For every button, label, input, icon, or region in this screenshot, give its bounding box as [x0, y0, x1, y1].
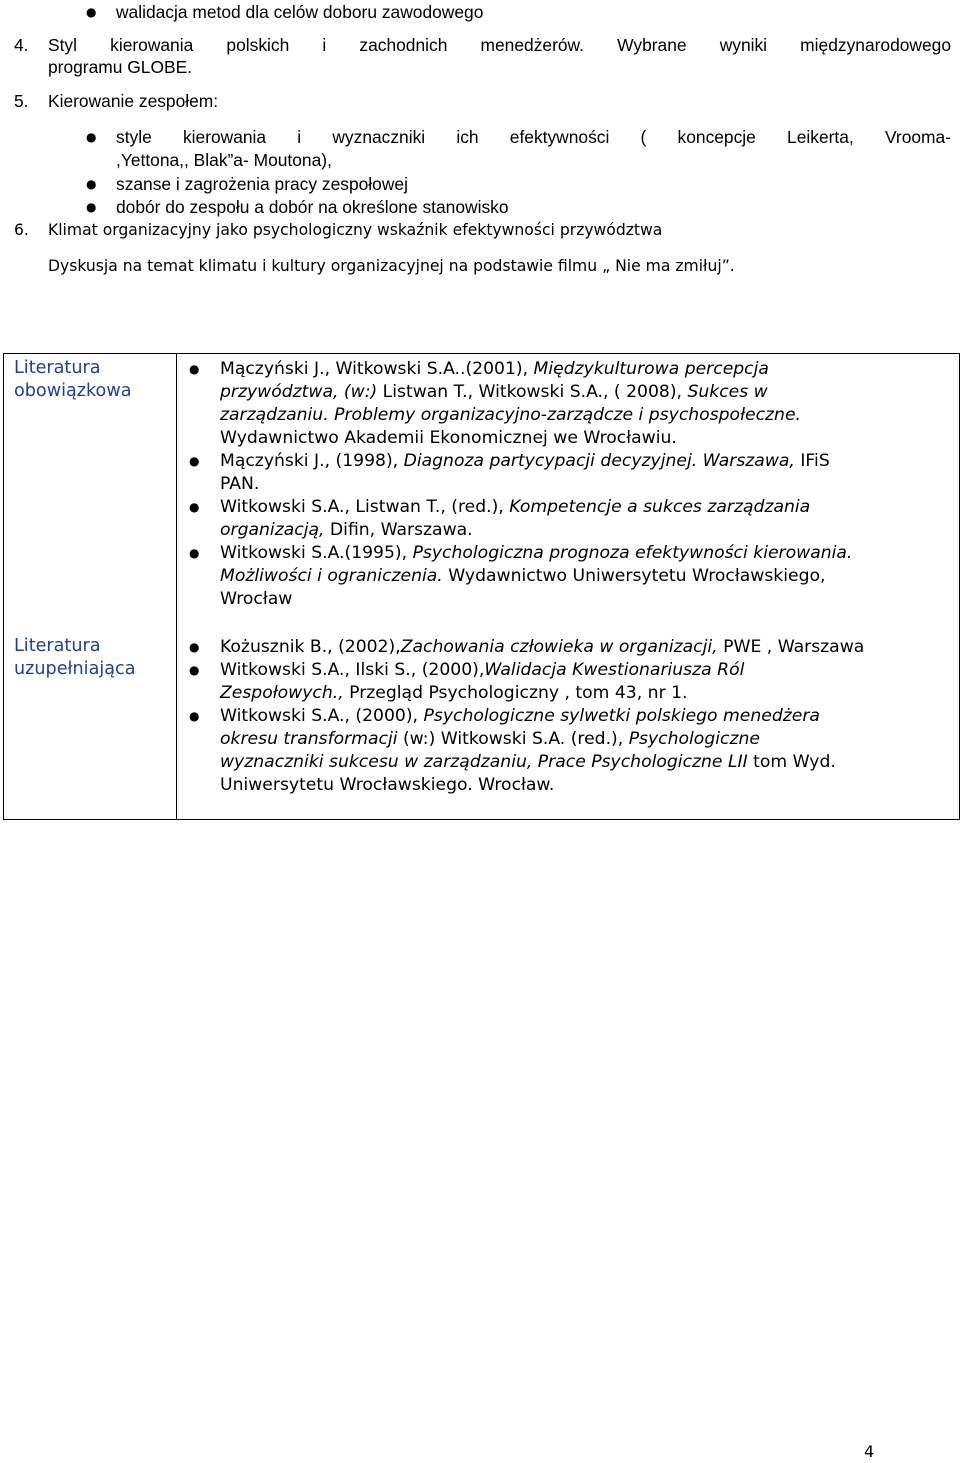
- list-item: szanse i zagrożenia pracy zespołowej: [116, 174, 408, 194]
- reference-line: PAN.: [220, 474, 260, 494]
- list-item-continuation: ,Yettona,, Blak”a- Moutona),: [116, 150, 332, 170]
- ref-title: Psychologiczne: [628, 729, 760, 749]
- ref-author: Witkowski S.A., (2000),: [220, 706, 424, 726]
- list-item: walidacja metod dla celów doboru zawodowego: [116, 2, 484, 22]
- list-number: 5.: [14, 91, 29, 111]
- bullet-icon: ●: [189, 500, 200, 514]
- ref-author: Witkowski S.A., Ilski S., (2000),: [220, 660, 485, 680]
- reference-line: Wrocław: [220, 589, 293, 609]
- bullet-icon: ●: [189, 640, 200, 654]
- list-item: style kierowania i wyznaczniki ich efektywności ( koncepcje Leikerta, Vrooma-: [116, 127, 951, 147]
- ref-publisher: PWE , Warszawa: [717, 637, 865, 657]
- ref-publisher: Przegląd Psychologiczny , tom 43, nr 1.: [343, 683, 688, 703]
- list-item-continuation: programu GLOBE.: [48, 57, 193, 77]
- ref-title: Zachowania człowieka w organizacji,: [400, 637, 718, 657]
- reference-line: [220, 404, 801, 427]
- ref-title: okresu transformacji: [220, 729, 398, 749]
- list-item: Kierowanie zespołem:: [48, 91, 219, 111]
- ref-title: zarządzaniu. Problemy organizacyjno-zarządcze i psychospołeczne.: [220, 405, 801, 425]
- reference-line: Wydawnictwo Akademii Ekonomicznej we Wrocławiu.: [220, 428, 677, 448]
- ref-title: Kompetencje a sukces zarządzania: [509, 497, 811, 517]
- page-number: 4: [864, 1442, 875, 1461]
- ref-title: przywództwa, (w:): [220, 382, 378, 402]
- ref-title: Psychologiczne sylwetki polskiego menedżera: [423, 706, 820, 726]
- literature-required-label: [14, 357, 132, 403]
- ref-title: Międzykulturowa percepcja: [533, 359, 769, 379]
- reference-line: [220, 751, 836, 774]
- ref-publisher: Difin, Warszawa.: [324, 520, 473, 540]
- bullet-icon: ●: [86, 200, 97, 214]
- bullet-icon: ●: [189, 663, 200, 677]
- ref-publisher: Wydawnictwo Uniwersytetu Wrocławskiego,: [442, 566, 826, 586]
- list-item: Klimat organizacyjny jako psychologiczny wskaźnik efektywności przywództwa: [48, 221, 663, 239]
- ref-author: Witkowski S.A.(1995),: [220, 543, 413, 563]
- table-divider: [176, 353, 177, 819]
- reference-line: [220, 381, 768, 404]
- bullet-icon: ●: [86, 177, 97, 191]
- bullet-icon: ●: [189, 546, 200, 560]
- ref-title: Możliwości i ograniczenia.: [220, 566, 443, 586]
- label-line: obowiązkowa: [14, 381, 132, 401]
- list-item: dobór do zespołu a dobór na określone stanowisko: [116, 197, 509, 217]
- label-line: Literatura: [14, 636, 101, 656]
- discussion-text: Dyskusja na temat klimatu i kultury organizacyjnej na podstawie filmu „ Nie ma zmiłuj”.: [48, 257, 735, 275]
- reference-line: [220, 705, 820, 728]
- ref-title: Zespołowych.,: [220, 683, 344, 703]
- ref-author: Mączyński J., Witkowski S.A..(2001),: [220, 359, 534, 379]
- reference-line: [220, 682, 688, 705]
- ref-title: organizacją,: [220, 520, 325, 540]
- ref-title: wyznaczniki sukcesu w zarządzaniu, Prace Psychologiczne LII: [220, 752, 748, 772]
- reference-line: [220, 519, 473, 542]
- list-item: Styl kierowania polskich i zachodnich menedżerów. Wybrane wyniki międzynarodowego: [48, 35, 951, 55]
- ref-author: Listwan T., Witkowski S.A., ( 2008),: [377, 382, 688, 402]
- ref-title: Diagnoza partycypacji decyzyjnej. Warszawa,: [403, 451, 795, 471]
- reference-line: [220, 358, 769, 381]
- bullet-icon: ●: [86, 130, 97, 144]
- ref-title: Walidacja Kwestionariusza Ról: [484, 660, 745, 680]
- ref-author: Mączyński J., (1998),: [220, 451, 404, 471]
- reference-line: [220, 728, 760, 751]
- reference-line: [220, 542, 852, 565]
- ref-publisher: IFiS: [794, 451, 830, 471]
- bullet-icon: ●: [189, 454, 200, 468]
- reference-line: [220, 636, 864, 659]
- reference-line: [220, 659, 744, 682]
- bullet-icon: ●: [86, 5, 97, 19]
- reference-line: [220, 450, 830, 473]
- ref-publisher: tom Wyd.: [747, 752, 836, 772]
- ref-title: Sukces w: [687, 382, 768, 402]
- label-line: uzupełniająca: [14, 659, 136, 679]
- reference-line: [220, 565, 825, 588]
- label-line: Literatura: [14, 358, 101, 378]
- reference-line: Uniwersytetu Wrocławskiego. Wrocław.: [220, 775, 555, 795]
- reference-line: [220, 496, 810, 519]
- bullet-icon: ●: [189, 709, 200, 723]
- list-number: 4.: [14, 35, 29, 55]
- bullet-icon: ●: [189, 362, 200, 376]
- ref-title: Psychologiczna prognoza efektywności kierowania.: [412, 543, 853, 563]
- ref-author: Witkowski S.A., Listwan T., (red.),: [220, 497, 510, 517]
- ref-author: Kożusznik B., (2002),: [220, 637, 401, 657]
- list-number: 6.: [14, 221, 29, 239]
- literature-supplementary-label: [14, 635, 135, 681]
- ref-author: (w:) Witkowski S.A. (red.),: [397, 729, 629, 749]
